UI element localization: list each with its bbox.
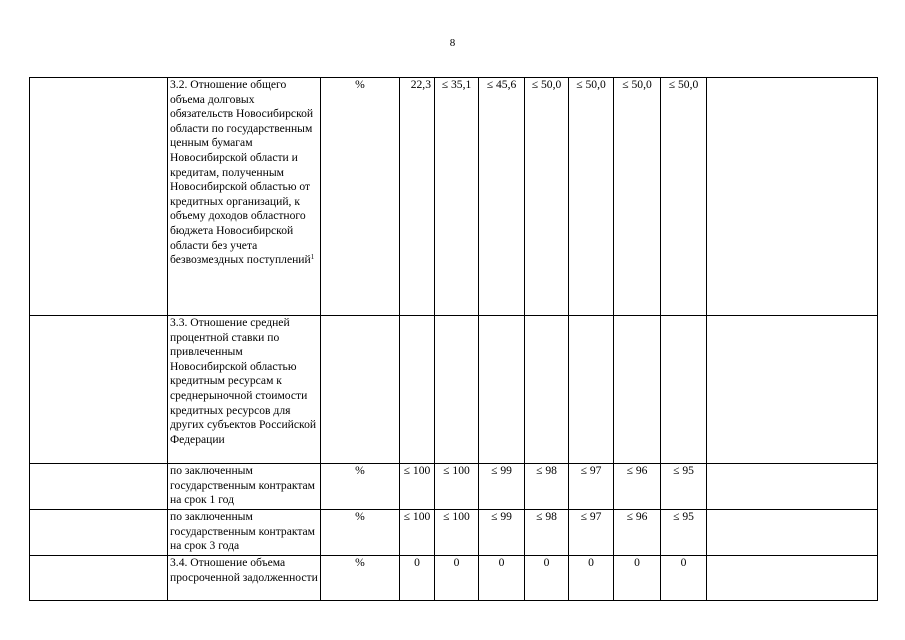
value-cell: [479, 316, 525, 464]
value-cell: 0: [614, 556, 661, 601]
value-cell: 22,3: [400, 78, 435, 316]
indicator-name: 3.4. Отношение объема просроченной задолженности: [168, 556, 321, 601]
value-cell: ≤ 97: [569, 464, 614, 510]
table-row: [30, 464, 878, 510]
value-cell: ≤ 50,0: [525, 78, 569, 316]
value-cell: 0: [435, 556, 479, 601]
value-cell: ≤ 100: [400, 510, 435, 556]
value-cell: ≤ 99: [479, 464, 525, 510]
value-cell: ≤ 95: [661, 510, 707, 556]
unit-cell: %: [321, 510, 400, 556]
value-cell: 0: [525, 556, 569, 601]
value-cell: ≤ 100: [400, 464, 435, 510]
table-row: [30, 556, 878, 601]
value-cell: ≤ 50,0: [614, 78, 661, 316]
value-cell: ≤ 96: [614, 464, 661, 510]
value-cell: ≤ 50,0: [661, 78, 707, 316]
value-cell: [569, 316, 614, 464]
empty-cell: [707, 510, 878, 556]
indicators-table: [29, 77, 878, 601]
value-cell: ≤ 100: [435, 464, 479, 510]
empty-cell: [707, 464, 878, 510]
value-cell: [400, 316, 435, 464]
empty-cell: [707, 316, 878, 464]
empty-cell: [707, 556, 878, 601]
indicator-name: 3.2. Отношение общего объема долговых обязательств Новосибирской области по государственным ценным бумагам Новосибирской области и кредитам, полученным Новосибирской областью от кредитных организаций, к объему доходов областного бюджета Новосибирской области без учета безвозмездных поступлений$^1$: [168, 78, 321, 316]
empty-cell: [30, 556, 168, 601]
value-cell: ≤ 99: [479, 510, 525, 556]
indicator-name: по заключенным государственным контрактам на срок 3 года: [168, 510, 321, 556]
value-cell: ≤ 98: [525, 464, 569, 510]
unit-cell: %: [321, 556, 400, 601]
indicator-name: 3.3. Отношение средней процентной ставки по привлеченным Новосибирской областью кредитным ресурсам к среднерыночной стоимости кредитных ресурсов для других субъектов Российской Федерации: [168, 316, 321, 464]
table-row: [30, 316, 878, 464]
value-cell: 0: [479, 556, 525, 601]
value-cell: [614, 316, 661, 464]
value-cell: [661, 316, 707, 464]
value-cell: [435, 316, 479, 464]
empty-cell: [30, 510, 168, 556]
value-cell: ≤ 35,1: [435, 78, 479, 316]
value-cell: 0: [569, 556, 614, 601]
page-number: 8: [449, 37, 456, 49]
unit-cell: [321, 316, 400, 464]
value-cell: ≤ 45,6: [479, 78, 525, 316]
indicator-name: по заключенным государственным контрактам на срок 1 год: [168, 464, 321, 510]
value-cell: ≤ 100: [435, 510, 479, 556]
empty-cell: [707, 78, 878, 316]
value-cell: [525, 316, 569, 464]
empty-cell: [30, 464, 168, 510]
footnote-mark: 1: [310, 253, 315, 262]
unit-cell: %: [321, 464, 400, 510]
value-cell: ≤ 95: [661, 464, 707, 510]
value-cell: ≤ 98: [525, 510, 569, 556]
unit-cell: %: [321, 78, 400, 316]
value-cell: 0: [400, 556, 435, 601]
value-cell: 0: [661, 556, 707, 601]
table-row: [30, 78, 878, 316]
value-cell: ≤ 50,0: [569, 78, 614, 316]
empty-cell: [30, 316, 168, 464]
empty-cell: [30, 78, 168, 316]
value-cell: ≤ 96: [614, 510, 661, 556]
value-cell: ≤ 97: [569, 510, 614, 556]
table-row: [30, 510, 878, 556]
